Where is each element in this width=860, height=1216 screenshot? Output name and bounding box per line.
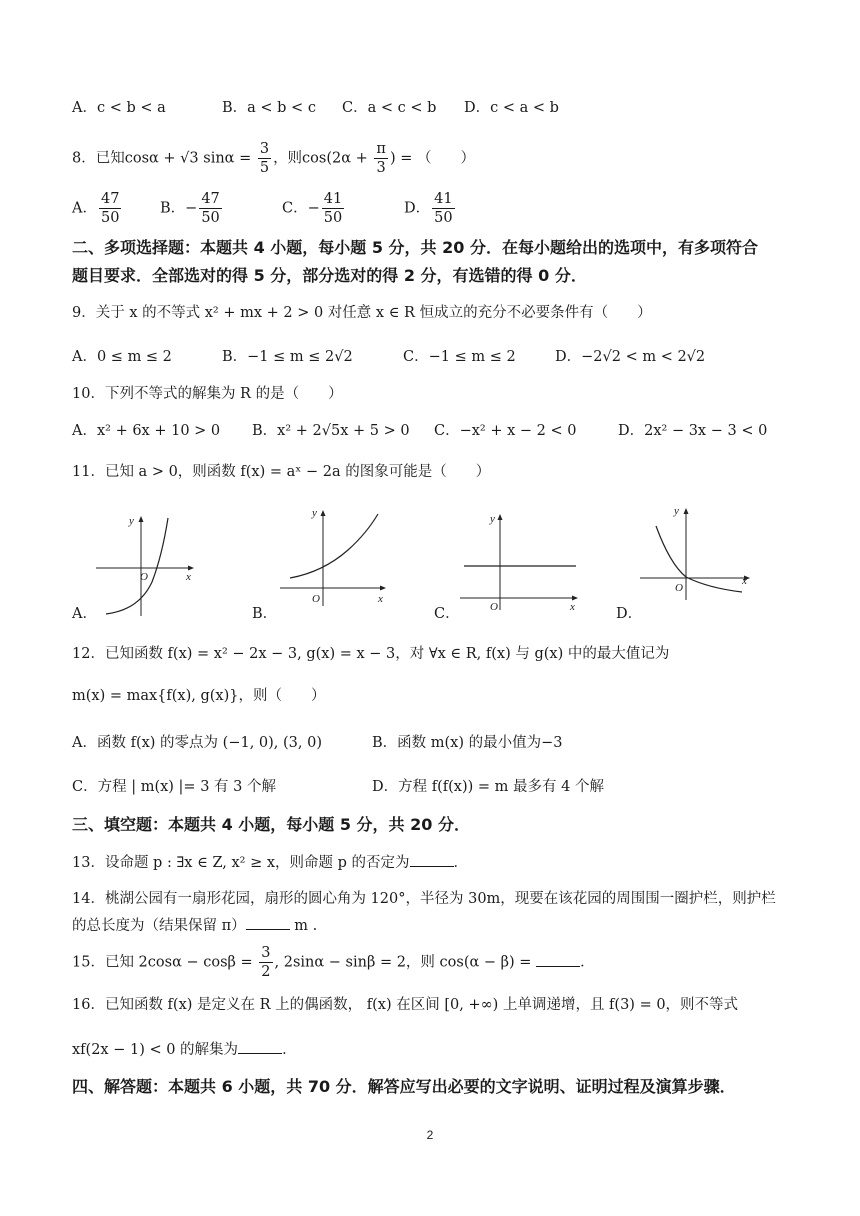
q11-graph-d-y-label: y	[674, 505, 679, 517]
q11-graph-c	[458, 508, 582, 612]
q8-frac2-den: 3	[376, 160, 386, 176]
q11-graph-d-origin: O	[675, 582, 683, 594]
q12-option-d: D．方程 f(f(x)) = m 最多有 4 个解	[372, 779, 604, 795]
q8-option-c-label: C．	[282, 200, 308, 217]
q11-graph-b-x-label: x	[378, 593, 383, 605]
q11-graph-b	[278, 504, 388, 608]
q15-stem	[72, 944, 595, 981]
q14-stem-line1: 14．桃湖公园有一扇形花园，扇形的圆心角为 120°，半径为 30m，现要在该花园的周围围一圈护栏，则护栏	[72, 891, 776, 907]
q8-frac1-den: 5	[259, 160, 270, 176]
q13-end: ．	[453, 855, 469, 871]
q14-answer-blank[interactable]	[246, 915, 290, 930]
q16-text: xf(2x − 1) < 0 的解集为	[72, 1042, 239, 1058]
q12-option-b: B．函数 m(x) 的最小值为−3	[372, 735, 563, 751]
q10-stem: 10．下列不等式的解集为 R 的是（ ）	[72, 386, 343, 402]
q11-graph-a-y-label: y	[129, 515, 134, 527]
section2-heading-line2: 题目要求．全部选对的得 5 分，部分选对的得 2 分，有选错的得 0 分．	[72, 266, 587, 285]
q13-stem	[72, 852, 468, 873]
q16-stem-line1: 16．已知函数 f(x) 是定义在 R 上的偶函数， f(x) 在区间 [0, +∞) 上单调递增，且 f(3) = 0，则不等式	[72, 997, 739, 1013]
q8-frac2-num: π	[376, 141, 386, 157]
q11-graph-a	[94, 510, 196, 620]
q11-graph-a-origin: O	[140, 571, 148, 583]
q8-option-a-num: 47	[100, 191, 120, 207]
q9-option-d: D．−2√2 < m < 2√2	[555, 349, 706, 365]
q11-option-b-label: B．	[252, 606, 278, 622]
q8-option-d-label: D．	[404, 200, 431, 217]
q15-fraction	[259, 944, 272, 981]
q15-end: ．	[580, 954, 595, 971]
q8-fraction-3-5	[258, 140, 271, 177]
q11-graph-c-y-label: y	[490, 513, 495, 525]
q8-option-a	[72, 190, 123, 227]
q15-frac-num: 3	[261, 945, 271, 961]
q11-option-c-label: C．	[434, 606, 460, 622]
q11-option-a-label: A．	[72, 606, 97, 622]
q8-stem-prefix: 8．已知cosα + √3 sinα =	[72, 150, 256, 167]
q7-option-b: B．a < b < c	[222, 100, 316, 116]
q8-option-b-label: B．	[160, 200, 186, 217]
q9-option-c: C．−1 ≤ m ≤ 2	[403, 349, 516, 365]
q8-option-c-den: 50	[323, 210, 343, 226]
page-number: 2	[426, 1128, 434, 1142]
q8-option-a-label: A．	[72, 200, 97, 217]
q11-graph-b-y-label: y	[312, 507, 317, 519]
q11-graph-d	[638, 502, 754, 602]
q11-graph-a-x-label: x	[186, 571, 191, 583]
q12-stem-line2: m(x) = max{f(x), g(x)}，则（ ）	[72, 688, 326, 704]
q16-stem-line2	[72, 1039, 297, 1060]
q10-option-d: D．2x² − 3x − 3 < 0	[618, 423, 768, 439]
q14-text: 的总长度为（结果保留 π）	[72, 918, 246, 934]
q8-option-c-sign: −	[307, 200, 320, 217]
q8-option-b	[160, 190, 224, 227]
q8-option-b-den: 50	[201, 210, 220, 226]
section3-heading: 三、填空题：本题共 4 小题，每小题 5 分，共 20 分．	[72, 815, 470, 834]
q8-stem	[72, 140, 475, 177]
q8-option-c	[282, 190, 346, 227]
section4-heading: 四、解答题：本题共 6 小题，共 70 分．解答应写出必要的文字说明、证明过程及演算步骤．	[72, 1077, 736, 1096]
q15-text-before: 15．已知 2cosα − cosβ =	[72, 954, 258, 971]
q8-stem-suffix: ) = （ ）	[389, 150, 475, 167]
q12-option-c: C．方程 | m(x) |= 3 有 3 个解	[72, 779, 276, 795]
q8-option-c-num: 41	[323, 191, 343, 207]
q7-option-d: D．c < a < b	[464, 100, 559, 116]
q11-option-d-label: D．	[616, 606, 643, 622]
q7-option-c: C．a < c < b	[342, 100, 437, 116]
q8-frac1-num: 3	[259, 141, 270, 157]
q8-fraction-pi-3	[374, 140, 388, 177]
q8-option-d-den: 50	[434, 210, 453, 226]
section2-heading-line1: 二、多项选择题：本题共 4 小题，每小题 5 分，共 20 分．在每小题给出的选项中，有多项符合	[72, 238, 758, 257]
q9-option-b: B．−1 ≤ m ≤ 2√2	[222, 349, 353, 365]
q9-stem: 9．关于 x 的不等式 x² + mx + 2 > 0 对任意 x ∈ R 恒成立的充分不必要条件有（ ）	[72, 305, 652, 321]
q8-option-d	[404, 190, 457, 227]
q15-frac-den: 2	[261, 964, 271, 980]
q16-end: ．	[282, 1042, 297, 1058]
q8-option-b-num: 47	[201, 191, 220, 207]
q8-stem-mid: ，则cos(2α +	[273, 150, 373, 167]
q11-graph-b-origin: O	[312, 593, 320, 605]
q14-stem-line2	[72, 915, 317, 936]
q8-option-d-num: 41	[434, 191, 453, 207]
q12-option-a: A．函数 f(x) 的零点为 (−1, 0), (3, 0)	[72, 735, 322, 751]
q13-text: 13．设命题 p : ∃x ∈ Z, x² ≥ x，则命题 p 的否定为	[72, 855, 410, 871]
q15-answer-blank[interactable]	[536, 952, 580, 967]
q7-option-a: A．c < b < a	[72, 100, 166, 116]
q11-graph-c-x-label: x	[570, 601, 575, 612]
q8-option-b-sign: −	[185, 200, 198, 217]
q10-option-b: B．x² + 2√5x + 5 > 0	[252, 423, 410, 439]
q15-text-mid: , 2sinα − sinβ = 2，则 cos(α − β) =	[274, 954, 537, 971]
q11-stem: 11．已知 a > 0，则函数 f(x) = aˣ − 2a 的图象可能是（ ）	[72, 464, 491, 480]
q11-graph-c-origin: O	[490, 601, 498, 612]
q10-option-a: A．x² + 6x + 10 > 0	[72, 423, 221, 439]
q16-answer-blank[interactable]	[238, 1039, 282, 1054]
q9-option-a: A．0 ≤ m ≤ 2	[72, 349, 172, 365]
q11-graph-d-x-label: x	[742, 575, 747, 587]
q8-option-a-den: 50	[100, 210, 120, 226]
q12-stem-line1: 12．已知函数 f(x) = x² − 2x − 3, g(x) = x − 3，对 ∀x ∈ R, f(x) 与 g(x) 中的最大值记为	[72, 646, 670, 662]
q10-option-c: C．−x² + x − 2 < 0	[434, 423, 577, 439]
q14-unit: m .	[289, 918, 318, 934]
q13-answer-blank[interactable]	[410, 852, 454, 867]
